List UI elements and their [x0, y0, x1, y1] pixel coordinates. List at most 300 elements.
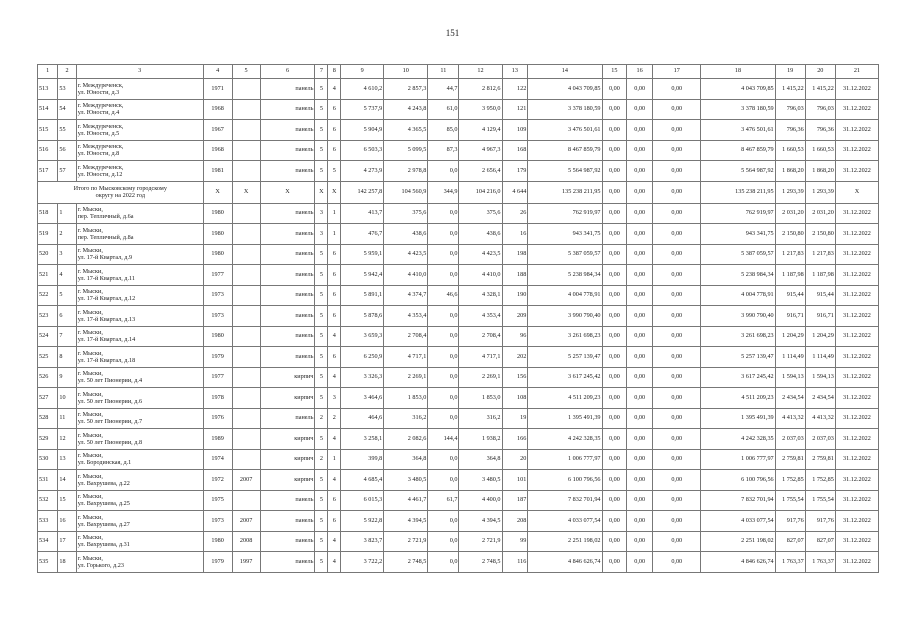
cell-c15: 0,00 — [602, 470, 627, 491]
cell-c12: 4 353,4 — [459, 306, 502, 327]
cell-c21: 31.12.2022 — [835, 161, 878, 182]
address-cell — [76, 511, 203, 532]
cell-c16: 0,00 — [627, 285, 653, 306]
cell-c21: 31.12.2022 — [835, 120, 878, 141]
cell-c10: 2 748,5 — [384, 552, 428, 573]
total-c17: 0,00 — [653, 181, 701, 203]
cell-c6: панель — [260, 408, 315, 429]
cell-c15: 0,00 — [602, 265, 627, 286]
total-row — [38, 181, 879, 203]
cell-c4: 1973 — [203, 285, 232, 306]
row-number: 531 — [38, 470, 58, 491]
cell-c17: 0,00 — [653, 511, 701, 532]
row-number: 513 — [38, 79, 58, 100]
cell-c5 — [232, 99, 260, 120]
table-row — [38, 470, 879, 491]
cell-c9: 476,7 — [341, 224, 384, 245]
cell-c5: 2008 — [232, 531, 260, 552]
column-number: 6 — [260, 65, 315, 79]
cell-c8: 4 — [328, 531, 341, 552]
row-local-number: 14 — [58, 470, 76, 491]
total-c21: X — [835, 181, 878, 203]
address-city: г. Мыски, — [77, 288, 103, 296]
cell-c13: 19 — [502, 408, 528, 429]
cell-c13: 198 — [502, 244, 528, 265]
cell-c21: 31.12.2022 — [835, 203, 878, 224]
cell-c9: 5 942,4 — [341, 265, 384, 286]
cell-c6: панель — [260, 120, 315, 141]
cell-c15: 0,00 — [602, 552, 627, 573]
cell-c6: панель — [260, 326, 315, 347]
address-street: ул. Юности, д.12 — [77, 170, 123, 178]
total-c20: 1 293,39 — [805, 181, 835, 203]
cell-c12: 2 656,4 — [459, 161, 502, 182]
cell-c10: 1 853,0 — [384, 388, 428, 409]
cell-c13: 202 — [502, 347, 528, 368]
cell-c10: 375,6 — [384, 203, 428, 224]
cell-c15: 0,00 — [602, 367, 627, 388]
total-c7: X — [315, 181, 328, 203]
cell-c20: 2 150,80 — [805, 224, 835, 245]
table-row — [38, 79, 879, 100]
cell-c18: 4 043 709,85 — [701, 79, 775, 100]
column-number: 11 — [428, 65, 459, 79]
cell-c4: 1976 — [203, 408, 232, 429]
cell-c19: 1 114,49 — [775, 347, 805, 368]
cell-c12: 4 400,0 — [459, 490, 502, 511]
cell-c20: 1 868,20 — [805, 161, 835, 182]
address-city: г. Междуреченск, — [77, 102, 124, 110]
cell-c6: панель — [260, 244, 315, 265]
row-number: 517 — [38, 161, 58, 182]
cell-c16: 0,00 — [627, 203, 653, 224]
cell-c10: 5 099,5 — [384, 140, 428, 161]
cell-c12: 3 480,5 — [459, 470, 502, 491]
cell-c18: 762 919,97 — [701, 203, 775, 224]
cell-c13: 109 — [502, 120, 528, 141]
total-label-line1: Итого по Мысковскому городскому — [73, 184, 167, 192]
row-number: 516 — [38, 140, 58, 161]
cell-c14: 3 990 790,40 — [528, 306, 602, 327]
cell-c5 — [232, 367, 260, 388]
cell-c8: 1 — [328, 203, 341, 224]
cell-c19: 1 594,13 — [775, 367, 805, 388]
table-row — [38, 408, 879, 429]
cell-c21: 31.12.2022 — [835, 388, 878, 409]
address-cell — [76, 326, 203, 347]
cell-c5 — [232, 429, 260, 450]
cell-c19: 916,71 — [775, 306, 805, 327]
total-c12: 104 216,0 — [459, 181, 502, 203]
cell-c16: 0,00 — [627, 429, 653, 450]
cell-c5 — [232, 244, 260, 265]
cell-c4: 1980 — [203, 531, 232, 552]
cell-c4: 1977 — [203, 265, 232, 286]
cell-c12: 4 328,1 — [459, 285, 502, 306]
cell-c17: 0,00 — [653, 224, 701, 245]
address-city: г. Мыски, — [77, 370, 103, 378]
column-number: 15 — [602, 65, 627, 79]
cell-c14: 5 238 984,34 — [528, 265, 602, 286]
total-c15: 0,00 — [602, 181, 627, 203]
cell-c21: 31.12.2022 — [835, 99, 878, 120]
cell-c5 — [232, 120, 260, 141]
cell-c7: 5 — [315, 552, 328, 573]
cell-c20: 796,03 — [805, 99, 835, 120]
cell-c18: 4 511 209,23 — [701, 388, 775, 409]
address-street: ул. Вахрушева, д.31 — [77, 541, 130, 549]
cell-c16: 0,00 — [627, 306, 653, 327]
cell-c8: 4 — [328, 79, 341, 100]
cell-c19: 1 204,29 — [775, 326, 805, 347]
cell-c6: панель — [260, 79, 315, 100]
row-local-number: 12 — [58, 429, 76, 450]
cell-c7: 5 — [315, 285, 328, 306]
cell-c6: панель — [260, 224, 315, 245]
cell-c8: 6 — [328, 490, 341, 511]
cell-c19: 2 031,20 — [775, 203, 805, 224]
address-cell — [76, 367, 203, 388]
address-street: ул. Бородинская, д.1 — [77, 459, 132, 467]
cell-c7: 5 — [315, 265, 328, 286]
cell-c13: 209 — [502, 306, 528, 327]
cell-c18: 1 395 491,39 — [701, 408, 775, 429]
table-row — [38, 265, 879, 286]
cell-c6: панель — [260, 490, 315, 511]
cell-c4: 1975 — [203, 490, 232, 511]
table-row — [38, 224, 879, 245]
column-number: 20 — [805, 65, 835, 79]
address-city: г. Междуреченск, — [77, 122, 124, 130]
cell-c7: 5 — [315, 140, 328, 161]
cell-c17: 0,00 — [653, 161, 701, 182]
cell-c11: 0,0 — [428, 265, 459, 286]
cell-c17: 0,00 — [653, 531, 701, 552]
address-cell — [76, 429, 203, 450]
cell-c8: 2 — [328, 408, 341, 429]
address-street: ул. 17-й Квартал, д.9 — [77, 254, 133, 262]
cell-c16: 0,00 — [627, 99, 653, 120]
cell-c21: 31.12.2022 — [835, 470, 878, 491]
cell-c9: 6 250,9 — [341, 347, 384, 368]
cell-c11: 87,3 — [428, 140, 459, 161]
column-number: 8 — [328, 65, 341, 79]
cell-c14: 6 100 796,56 — [528, 470, 602, 491]
cell-c16: 0,00 — [627, 511, 653, 532]
address-cell — [76, 140, 203, 161]
cell-c12: 375,6 — [459, 203, 502, 224]
cell-c6: кирпич — [260, 388, 315, 409]
cell-c11: 85,0 — [428, 120, 459, 141]
cell-c15: 0,00 — [602, 140, 627, 161]
address-cell — [76, 224, 203, 245]
cell-c7: 2 — [315, 408, 328, 429]
row-number: 523 — [38, 306, 58, 327]
cell-c5 — [232, 449, 260, 470]
page-number: 151 — [445, 28, 460, 38]
row-number: 522 — [38, 285, 58, 306]
row-local-number: 13 — [58, 449, 76, 470]
cell-c19: 1 752,85 — [775, 470, 805, 491]
cell-c11: 0,0 — [428, 326, 459, 347]
cell-c21: 31.12.2022 — [835, 531, 878, 552]
address-city: г. Мыски, — [77, 390, 103, 398]
cell-c13: 20 — [502, 449, 528, 470]
row-number: 526 — [38, 367, 58, 388]
cell-c15: 0,00 — [602, 388, 627, 409]
column-number: 2 — [58, 65, 76, 79]
total-c18: 135 238 211,95 — [701, 181, 775, 203]
cell-c19: 915,44 — [775, 285, 805, 306]
row-local-number: 1 — [58, 203, 76, 224]
address-street: ул. Горького, д.23 — [77, 561, 124, 569]
cell-c18: 2 251 198,02 — [701, 531, 775, 552]
cell-c19: 796,03 — [775, 99, 805, 120]
cell-c4: 1971 — [203, 79, 232, 100]
cell-c21: 31.12.2022 — [835, 79, 878, 100]
row-number: 532 — [38, 490, 58, 511]
row-local-number: 9 — [58, 367, 76, 388]
address-cell — [76, 99, 203, 120]
cell-c11: 0,0 — [428, 388, 459, 409]
cell-c16: 0,00 — [627, 161, 653, 182]
cell-c12: 316,2 — [459, 408, 502, 429]
cell-c17: 0,00 — [653, 552, 701, 573]
cell-c4: 1980 — [203, 203, 232, 224]
cell-c15: 0,00 — [602, 326, 627, 347]
cell-c14: 943 341,75 — [528, 224, 602, 245]
cell-c8: 4 — [328, 429, 341, 450]
table-row — [38, 490, 879, 511]
cell-c14: 8 467 859,79 — [528, 140, 602, 161]
cell-c12: 438,6 — [459, 224, 502, 245]
cell-c19: 4 413,32 — [775, 408, 805, 429]
cell-c16: 0,00 — [627, 79, 653, 100]
cell-c19: 1 868,20 — [775, 161, 805, 182]
cell-c4: 1989 — [203, 429, 232, 450]
cell-c7: 5 — [315, 388, 328, 409]
cell-c17: 0,00 — [653, 265, 701, 286]
column-number: 12 — [459, 65, 502, 79]
address-street: ул. 50 лет Пионерии, д.4 — [77, 377, 143, 385]
cell-c15: 0,00 — [602, 429, 627, 450]
cell-c17: 0,00 — [653, 429, 701, 450]
cell-c7: 5 — [315, 99, 328, 120]
cell-c14: 1 006 777,97 — [528, 449, 602, 470]
row-number: 514 — [38, 99, 58, 120]
cell-c14: 4 004 778,91 — [528, 285, 602, 306]
cell-c20: 1 755,54 — [805, 490, 835, 511]
table-row — [38, 99, 879, 120]
cell-c14: 4 033 077,54 — [528, 511, 602, 532]
table-row — [38, 120, 879, 141]
cell-c6: панель — [260, 306, 315, 327]
cell-c11: 61,7 — [428, 490, 459, 511]
address-cell — [76, 306, 203, 327]
address-city: г. Мыски, — [77, 534, 103, 542]
cell-c16: 0,00 — [627, 120, 653, 141]
cell-c4: 1981 — [203, 161, 232, 182]
cell-c14: 4 846 626,74 — [528, 552, 602, 573]
cell-c6: кирпич — [260, 429, 315, 450]
column-number: 1 — [38, 65, 58, 79]
cell-c6: панель — [260, 285, 315, 306]
cell-c13: 108 — [502, 388, 528, 409]
cell-c7: 3 — [315, 203, 328, 224]
total-c5: X — [232, 181, 260, 203]
cell-c16: 0,00 — [627, 408, 653, 429]
address-city: г. Междуреченск, — [77, 163, 124, 171]
cell-c13: 179 — [502, 161, 528, 182]
cell-c12: 364,8 — [459, 449, 502, 470]
table-row — [38, 306, 879, 327]
cell-c20: 916,71 — [805, 306, 835, 327]
row-local-number: 8 — [58, 347, 76, 368]
cell-c9: 5 959,1 — [341, 244, 384, 265]
cell-c14: 1 395 491,39 — [528, 408, 602, 429]
cell-c11: 61,0 — [428, 99, 459, 120]
cell-c20: 796,36 — [805, 120, 835, 141]
row-number: 533 — [38, 511, 58, 532]
cell-c12: 1 853,0 — [459, 388, 502, 409]
address-city: г. Междуреченск, — [77, 81, 124, 89]
cell-c17: 0,00 — [653, 120, 701, 141]
cell-c15: 0,00 — [602, 120, 627, 141]
cell-c14: 762 919,97 — [528, 203, 602, 224]
cell-c21: 31.12.2022 — [835, 224, 878, 245]
cell-c18: 7 832 701,94 — [701, 490, 775, 511]
cell-c9: 6 503,3 — [341, 140, 384, 161]
address-city: г. Мыски, — [77, 554, 103, 562]
address-city: г. Мыски, — [77, 308, 103, 316]
cell-c16: 0,00 — [627, 265, 653, 286]
cell-c9: 399,8 — [341, 449, 384, 470]
cell-c11: 0,0 — [428, 306, 459, 327]
address-cell — [76, 552, 203, 573]
cell-c5 — [232, 388, 260, 409]
address-street: ул. Вахрушева, д.27 — [77, 520, 130, 528]
total-c19: 1 293,39 — [775, 181, 805, 203]
cell-c16: 0,00 — [627, 531, 653, 552]
cell-c11: 44,7 — [428, 79, 459, 100]
cell-c6: панель — [260, 511, 315, 532]
cell-c12: 3 950,0 — [459, 99, 502, 120]
cell-c20: 2 759,81 — [805, 449, 835, 470]
cell-c10: 2 857,3 — [384, 79, 428, 100]
column-number: 18 — [701, 65, 775, 79]
total-c8: X — [328, 181, 341, 203]
cell-c7: 5 — [315, 490, 328, 511]
cell-c21: 31.12.2022 — [835, 449, 878, 470]
cell-c10: 2 082,6 — [384, 429, 428, 450]
cell-c17: 0,00 — [653, 285, 701, 306]
cell-c8: 6 — [328, 244, 341, 265]
cell-c20: 2 031,20 — [805, 203, 835, 224]
row-local-number: 16 — [58, 511, 76, 532]
address-cell — [76, 244, 203, 265]
cell-c6: панель — [260, 265, 315, 286]
cell-c5 — [232, 326, 260, 347]
cell-c17: 0,00 — [653, 99, 701, 120]
cell-c5: 2007 — [232, 470, 260, 491]
row-local-number: 7 — [58, 326, 76, 347]
address-street: пер. Тепличный, д.6а — [77, 213, 134, 221]
column-number: 16 — [627, 65, 653, 79]
address-cell — [76, 347, 203, 368]
cell-c20: 4 413,32 — [805, 408, 835, 429]
cell-c4: 1980 — [203, 326, 232, 347]
cell-c15: 0,00 — [602, 306, 627, 327]
address-city: г. Мыски, — [77, 431, 103, 439]
cell-c15: 0,00 — [602, 244, 627, 265]
cell-c8: 4 — [328, 367, 341, 388]
row-number: 521 — [38, 265, 58, 286]
cell-c11: 0,0 — [428, 531, 459, 552]
cell-c7: 5 — [315, 326, 328, 347]
cell-c16: 0,00 — [627, 224, 653, 245]
cell-c20: 917,76 — [805, 511, 835, 532]
cell-c16: 0,00 — [627, 326, 653, 347]
cell-c11: 0,0 — [428, 347, 459, 368]
cell-c16: 0,00 — [627, 490, 653, 511]
cell-c19: 1 660,53 — [775, 140, 805, 161]
cell-c9: 5 922,8 — [341, 511, 384, 532]
cell-c13: 96 — [502, 326, 528, 347]
cell-c11: 0,0 — [428, 244, 459, 265]
cell-c7: 5 — [315, 367, 328, 388]
cell-c10: 4 410,0 — [384, 265, 428, 286]
row-local-number: 6 — [58, 306, 76, 327]
row-number: 519 — [38, 224, 58, 245]
cell-c11: 0,0 — [428, 367, 459, 388]
cell-c9: 5 737,9 — [341, 99, 384, 120]
cell-c18: 943 341,75 — [701, 224, 775, 245]
cell-c6: панель — [260, 552, 315, 573]
cell-c5: 1997 — [232, 552, 260, 573]
address-street: ул. Вахрушева, д.25 — [77, 500, 130, 508]
address-street: ул. 17-й Квартал, д.12 — [77, 295, 136, 303]
cell-c21: 31.12.2022 — [835, 429, 878, 450]
cell-c15: 0,00 — [602, 161, 627, 182]
cell-c7: 3 — [315, 224, 328, 245]
cell-c6: панель — [260, 347, 315, 368]
cell-c20: 1 114,49 — [805, 347, 835, 368]
cell-c15: 0,00 — [602, 531, 627, 552]
cell-c9: 5 904,9 — [341, 120, 384, 141]
cell-c4: 1977 — [203, 367, 232, 388]
cell-c10: 364,8 — [384, 449, 428, 470]
cell-c21: 31.12.2022 — [835, 244, 878, 265]
cell-c19: 796,36 — [775, 120, 805, 141]
cell-c13: 156 — [502, 367, 528, 388]
cell-c14: 7 832 701,94 — [528, 490, 602, 511]
total-label-line2: округу на 2022 год — [95, 192, 145, 199]
cell-c8: 4 — [328, 326, 341, 347]
cell-c11: 0,0 — [428, 224, 459, 245]
cell-c21: 31.12.2022 — [835, 511, 878, 532]
cell-c21: 31.12.2022 — [835, 306, 878, 327]
cell-c10: 4 243,8 — [384, 99, 428, 120]
column-number: 10 — [384, 65, 428, 79]
cell-c16: 0,00 — [627, 552, 653, 573]
address-street: ул. Юности, д.8 — [77, 150, 120, 158]
address-city: г. Междуреченск, — [77, 143, 124, 151]
row-local-number: 10 — [58, 388, 76, 409]
cell-c11: 0,0 — [428, 511, 459, 532]
cell-c13: 121 — [502, 99, 528, 120]
cell-c10: 2 708,4 — [384, 326, 428, 347]
cell-c4: 1972 — [203, 470, 232, 491]
